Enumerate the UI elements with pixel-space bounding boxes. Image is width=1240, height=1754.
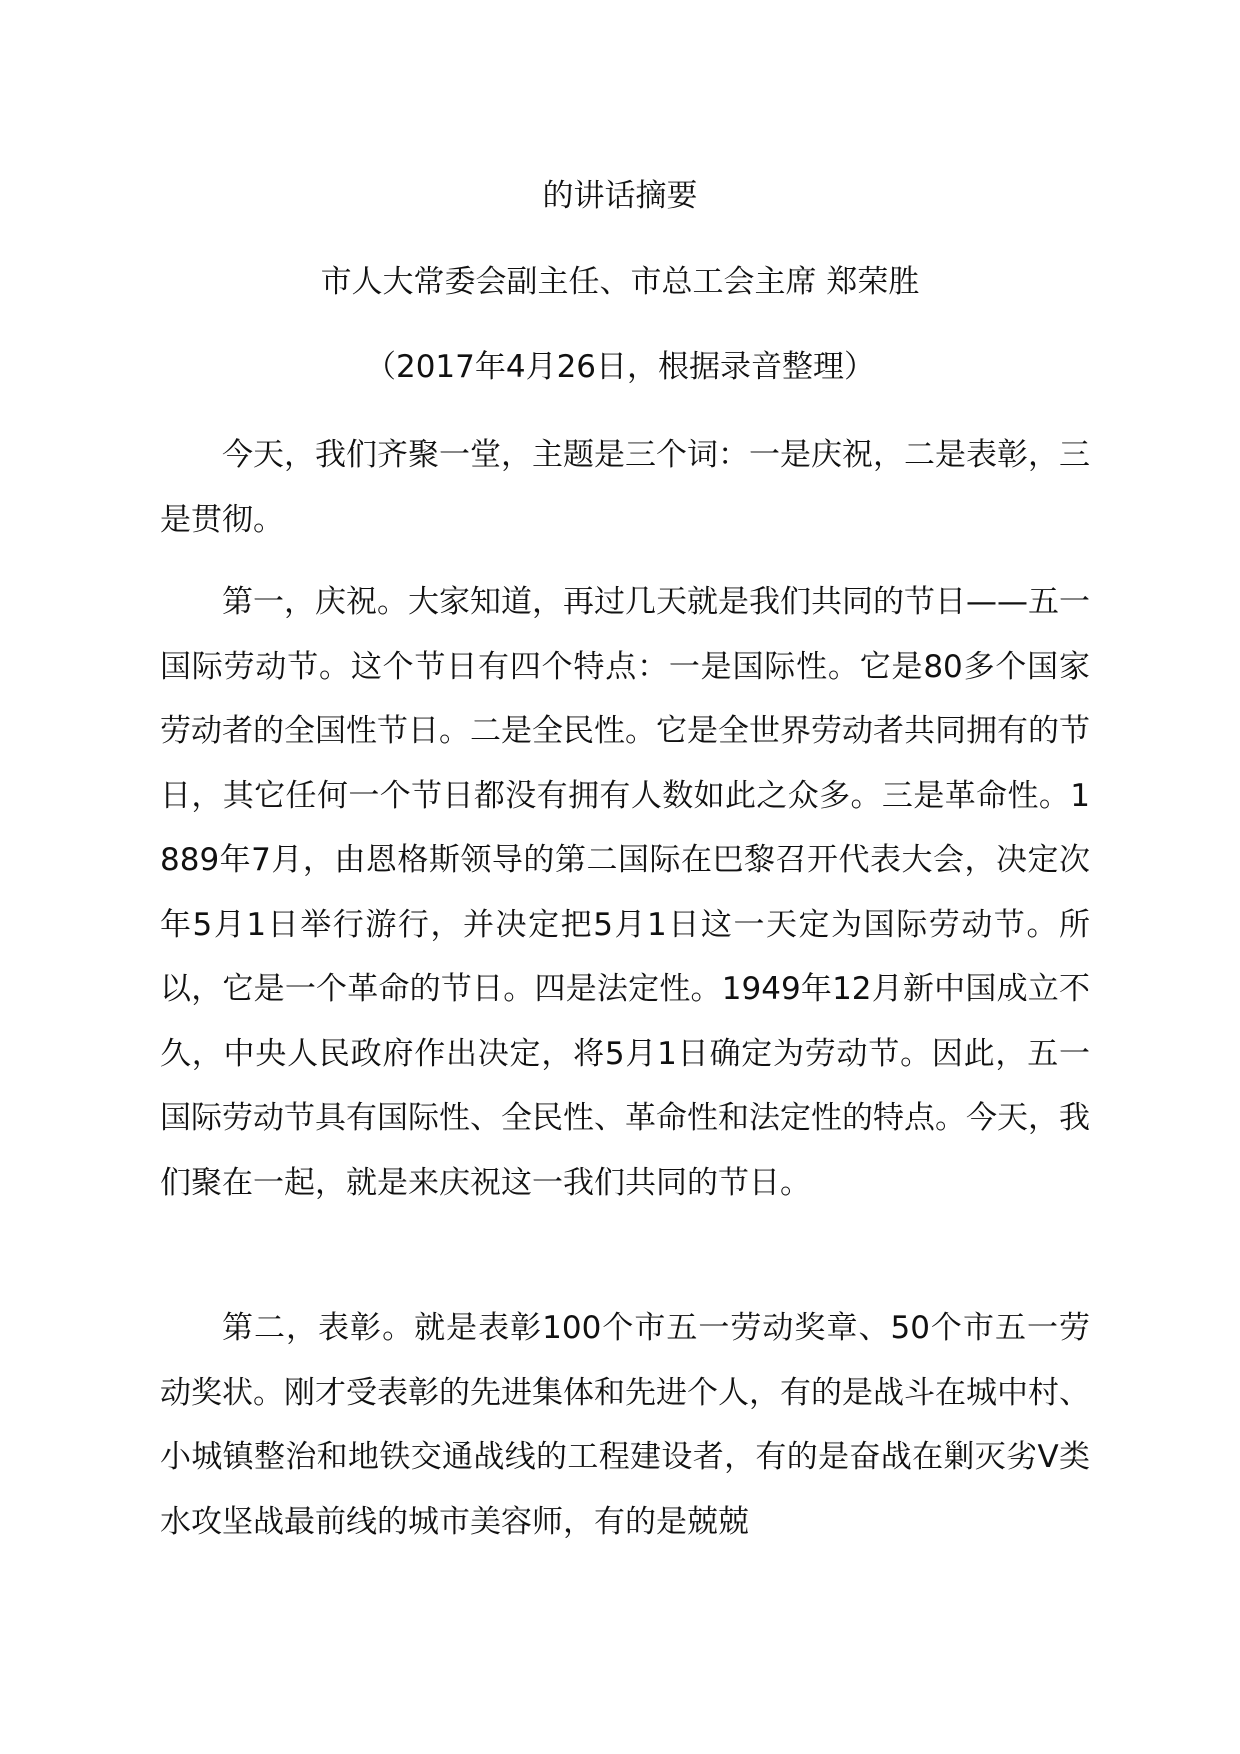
paragraph-celebrate: 第一，庆祝。大家知道，再过几天就是我们共同的节日——五一国际劳动节。这个节日有四个特点：一是国际性。它是80多个国家劳动者的全国性节日。二是全民性。它是全世界劳动者共同拥有的节日，其它任何一个节日都没有拥有人数如此之众多。三是革命性。1889年7月，由恩格斯领导的第二国际在巴黎召开代表大会，决定次年5月1日举行游行，并决定把5月1日这一天定为国际劳动节。所以，它是一个革命的节日。四是法定性。1949年12月新中国成立不久，中央人民政府作出决定，将5月1日确定为劳动节。因此，五一国际劳动节具有国际性、全民性、革命性和法定性的特点。今天，我们聚在一起，就是来庆祝这一我们共同的节日。 — [160, 584, 1090, 1201]
document-title: 的讲话摘要 — [542, 178, 698, 214]
date-note: （2017年4月26日，根据录音整理） — [364, 349, 876, 385]
paragraph-commend: 第二，表彰。就是表彰100个市五一劳动奖章、50个市五一劳动奖状。刚才受表彰的先进集体和先进个人，有的是战斗在城中村、小城镇整治和地铁交通战线的工程建设者，有的是奋战在剿灭劣Ⅴ类水攻坚战最前线的城市美容师，有的是兢兢 — [160, 1310, 1090, 1540]
paragraph-intro: 今天，我们齐聚一堂，主题是三个词：一是庆祝，二是表彰，三是贯彻。 — [160, 437, 1090, 538]
speaker-line: 市人大常委会副主任、市总工会主席 郑荣胜 — [320, 264, 920, 300]
